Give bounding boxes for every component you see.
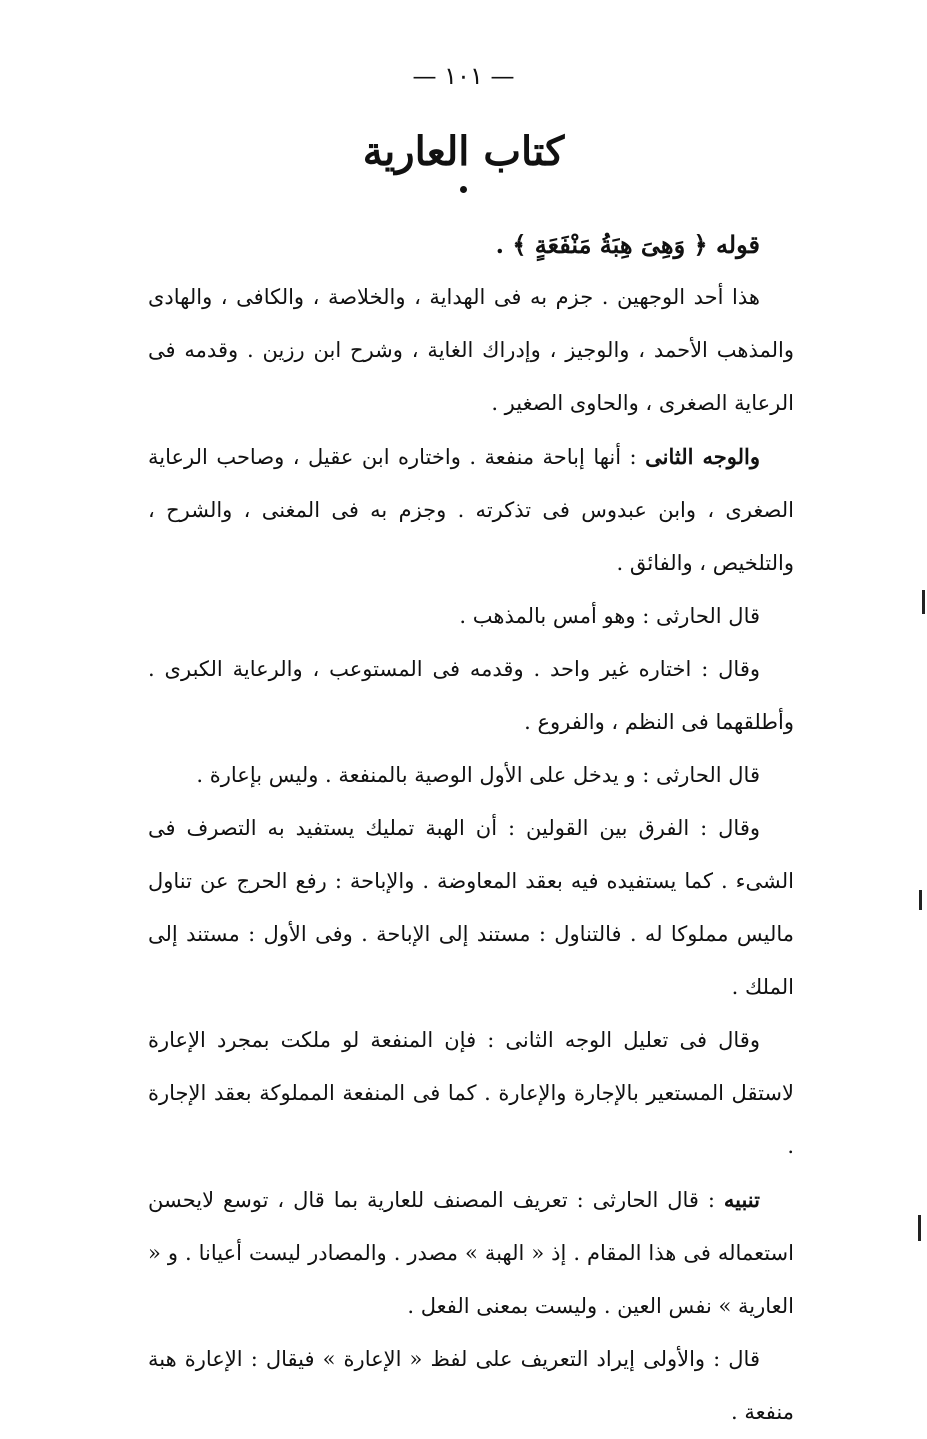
paragraph [148,271,794,430]
paragraph-text: قال : والأولى إيراد التعريف على لفظ « الإعارة » فيقال : الإعارة هبة منفعة . [148,1347,794,1424]
paragraph-text: وقال : الفرق بين القولين : أن الهبة تمليك يستفيد به التصرف فى الشىء . كما يستفيده فيه بعقد المعاوضة . والإباحة : رفع الحرج عن تناول ماليس مملوكا له . فالتناول : مستند إلى الإباحة . وفى الأول : مستند إلى الملك . [148,816,794,999]
paragraph-text: وقال فى تعليل الوجه الثانى : فإن المنفعة لو ملكت بمجرد الإعارة لاستقل المستعير بالإجارة والإعارة . كما فى المنفعة المملوكة بعقد الإجارة . [148,1028,794,1158]
paragraph-text: قال الحارثى : وهو أمس بالمذهب . [459,604,760,628]
margin-scan-mark [922,590,925,614]
page-number: — ١٠١ — [412,62,515,90]
title-ornament-dot [460,186,467,193]
paragraph-text: : أنها إباحة منفعة . واختاره ابن عقيل ، وصاحب الرعاية الصغرى ، وابن عبدوس فى تذكرته . وجزم به فى المغنى ، والشرح ، والتلخيص ، والفائق . [148,445,794,575]
body-text [148,218,794,1439]
paragraph [148,1173,794,1333]
paragraph-text: هذا أحد الوجهين . جزم به فى الهداية ، والخلاصة ، والكافى ، والهادى والمذهب الأحمد ، والوجيز ، وإدراك الغاية ، وشرح ابن رزين . وقدمه فى الرعاية الصغرى ، والحاوى الصغير . [148,285,794,415]
paragraph [148,1333,794,1439]
margin-scan-mark [919,890,922,910]
paragraph [148,643,794,749]
paragraph-text: وقال : اختاره غير واحد . وقدمه فى المستوعب ، والرعاية الكبرى . وأطلقهما فى النظم ، والفروع . [148,657,794,734]
paragraph [148,218,794,271]
paragraph-lead: والوجه الثانى [645,444,760,469]
margin-scan-mark [918,1215,921,1241]
paragraph [148,430,794,590]
paragraph [148,1014,794,1173]
paragraph [148,749,794,802]
paragraph-text: قوله ﴿ وَهِىَ هِبَةُ مَنْفَعَةٍ ﴾ . [495,230,760,259]
paragraph [148,590,794,643]
paragraph-lead: تنبيه [723,1187,760,1212]
paragraph [148,802,794,1014]
paragraph-text: قال الحارثى : و يدخل على الأول الوصية بالمنفعة . وليس بإعارة . [196,763,760,787]
chapter-title: كتاب العارية [362,128,565,175]
paragraph-text: : قال الحارثى : تعريف المصنف للعارية بما قال ، توسع لايحسن استعماله فى هذا المقام . إذ « الهبة » مصدر . والمصادر ليست أعيانا . و « العارية » نفس العين . وليست بمعنى الفعل . [148,1188,794,1318]
